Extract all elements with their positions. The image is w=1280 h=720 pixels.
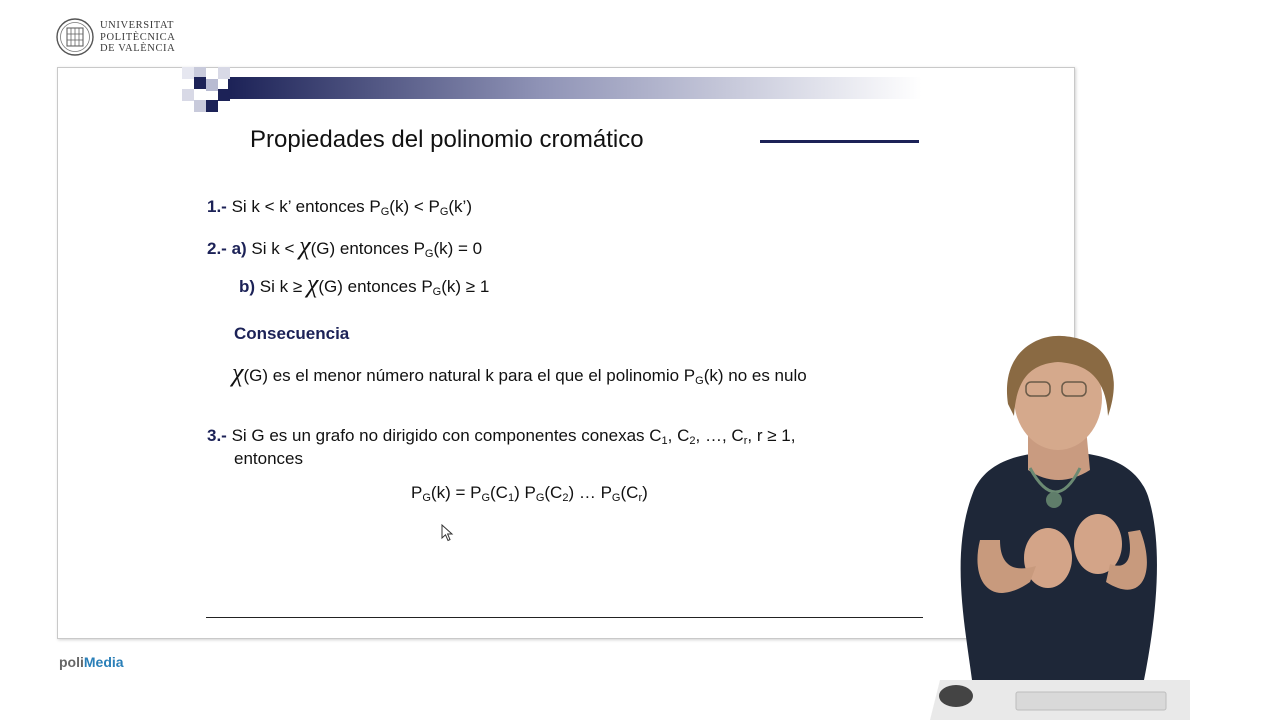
chromatic-number-symbol: χ <box>306 269 319 298</box>
slide-header-decoration <box>182 67 922 112</box>
property-sublabel: b) <box>239 277 256 296</box>
consecuencia-heading: Consecuencia <box>234 324 350 343</box>
slide-title: Propiedades del polinomio cromático <box>250 126 644 153</box>
property-1: 1.- Si k < k’ entonces $P_G(k)$ < $P_G(k’)$ <box>207 197 472 218</box>
presenter-video <box>930 320 1190 720</box>
property-number: 2.- <box>207 239 227 258</box>
university-seal-icon <box>56 18 94 56</box>
property-number: 3.- <box>207 426 227 445</box>
university-name: UNIVERSITAT POLITÈCNICA DE VALÈNCIA <box>100 20 176 54</box>
title-underline <box>760 140 919 143</box>
property-3-continuation: entonces <box>234 449 303 468</box>
chromatic-number-symbol: χ <box>299 231 311 260</box>
mouse-cursor-icon <box>441 524 455 542</box>
chromatic-number-symbol: χ <box>232 358 244 387</box>
property-number: 1.- <box>207 197 227 216</box>
product-formula: $P_G(k) = P_G(C_1)$ $P_G(C_2)$ … $P_G(C_r)$ <box>411 483 648 504</box>
property-2b: b) Si k ≥ χ(G) entonces $P_G(k) \ge 1$ <box>239 269 490 298</box>
property-2a: 2.- a) Si k < χ(G) entonces $P_G(k) = 0$ <box>207 231 483 260</box>
university-logo <box>56 17 196 57</box>
slide-bottom-rule <box>206 617 923 618</box>
property-sublabel: a) <box>231 239 247 258</box>
polimedia-brand: poliMedia <box>59 654 124 670</box>
consecuencia-text: χ(G) es el menor número natural k para el que el polinomio $P_G(k)$ no es nulo <box>232 358 807 387</box>
property-3: 3.- Si G es un grafo no dirigido con componentes conexas $C_1$, $C_2$, …, $C_r$, r ≥ 1, <box>207 426 796 447</box>
